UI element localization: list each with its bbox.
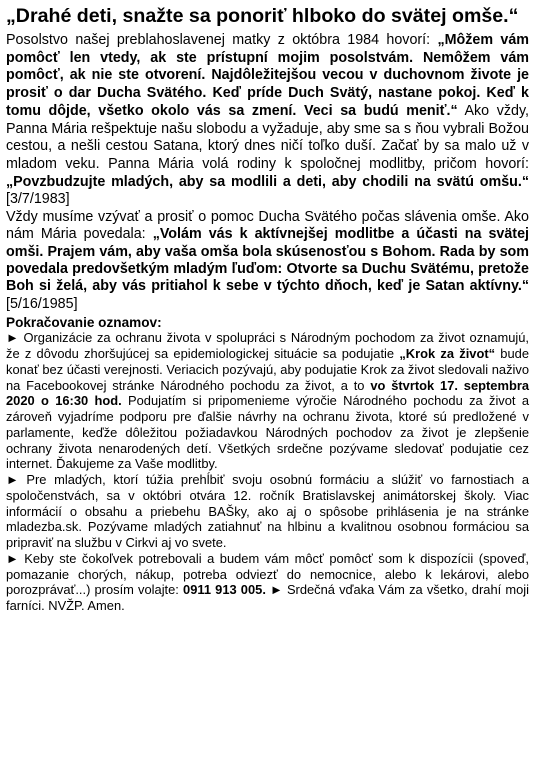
commentary-text: Ako vždy, Panna Mária rešpektuje našu slobodu a vyžaduje, aby sme sa s ňou vybrali Božou cestou, a nešli cestou Satana, ktorý dnes ničí toľko duší. Začať by sa malo už v mladom veku. Panna Mária volá rodiny k spoločnej modlitby, pričom hovorí: [6,102,530,172]
date-reference: [5/16/1985] [6,295,78,312]
event-date: vo štvrtok 17. septembra 2020 o 16:30 hod. [6,377,529,409]
announcement-text: Podujatím si pripomenieme výročie Národného pochodu za život a zároveň vyjadríme podporu pre ďalšie návrhy na ochranu života, ktoré sú predložené v parlamente, keďže dôležitou požiadavkou Národných pochodov za život je zlepšenie ochrany života nenarodených detí. Všetkých srdečne pozývame sledovať podujatie cez internet. Ďakujeme za Vaše modlitby. [6,393,529,472]
quote-active-prayer: „Volám vás k aktívnejšej modlitbe a účasti na svätej omši. Prajem vám, aby vaša omša bola skúsenosťou s Bohom. Rada by som povedala predovšetkým mladým ľuďom: Otvorte sa Duchu Svätému, pretože Boh si želá, aby vás pritiahol k sebe v týchto dňoch, keď je Satan aktívny.“ [6,226,529,295]
paragraph-message-1985 [6,209,529,313]
announcement-text: ► Keby ste čokoľvek potrebovali a budem vám môcť pomôcť som k dispozícii (spoveď, pomazanie chorých, nákup, potreba odviezť do nemocnice, alebo k lekárovi, alebo porozprávať...) prosím volajte: [6,550,529,598]
announcement-krok-za-zivot [6,330,529,472]
intro-text: Vždy musíme vzývať a prosiť o pomoc Ducha Svätého počas slávenia omše. Ako nám Mária povedala: [6,209,529,243]
bulletin-page [6,4,529,614]
paragraph-message-1984 [6,32,529,209]
announcement-animator-school: ► Pre mladých, ktorí túžia prehĺbiť svoju osobnú formáciu a slúžiť vo farnostiach a spoločenstvách, sa v októbri otvára 12. ročník Bratislavskej animátorskej školy. Viac informácií o obsahu a priebehu BAŠky, ako aj o spôsobe prihlásenia je na stránke mladezba.sk. Pozývame mladých zatiahnuť na hlbinu a kvalitnou osobnou formáciou sa pripraviť na službu v Cirkvi aj vo svete. [6,472,529,551]
intro-text: Posolstvo našej preblahoslavenej matky z októbra 1984 hovorí: [6,32,438,48]
announcement-text: ► Srdečná vďaka Vám za všetko, drahí moji farníci. NVŽP. Amen. [6,582,529,614]
announcement-pastoral-help [6,551,529,614]
date-reference: [3/7/1983] [6,191,70,208]
event-name: „Krok za život“ [399,346,496,362]
quote-holy-spirit: „Môžem vám pomôcť len vtedy, ak ste prístupní mojim posolstvám. Nemôžem vám pomôcť, ak nie ste otvorení. Najdôležitejšou vecou v duchovnom živote je prosiť o dar Ducha Svätého. Keď príde Duch Svätý, nastane pokoj. Keď k tomu dôjde, všetko okolo vás sa zmení. Veci sa budú meniť.“ [6,32,529,119]
quote-young-people: „Povzbudzujte mladých, aby sa modlili a deti, aby chodili na svätú omšu.“ [6,173,529,190]
announcements-heading: Pokračovanie oznamov: [6,314,162,330]
phone-number: 0911 913 005. [183,582,266,598]
announcement-text: bude konať bez účasti verejnosti. Veriacich pozývajú, aby podujatie Krok za život sledovali naživo na Facebookovej stránke Národného pochodu za život, a to [6,346,529,393]
page-title: „Drahé deti, snažte sa ponoriť hlboko do svätej omše.“ [6,5,519,27]
announcement-text: ► Organizácie za ochranu života v spolupráci s Národným pochodom za život oznamujú, že z dôvodu zhoršujúcej sa epidemiologickej situácie sa podujatie [6,330,529,362]
